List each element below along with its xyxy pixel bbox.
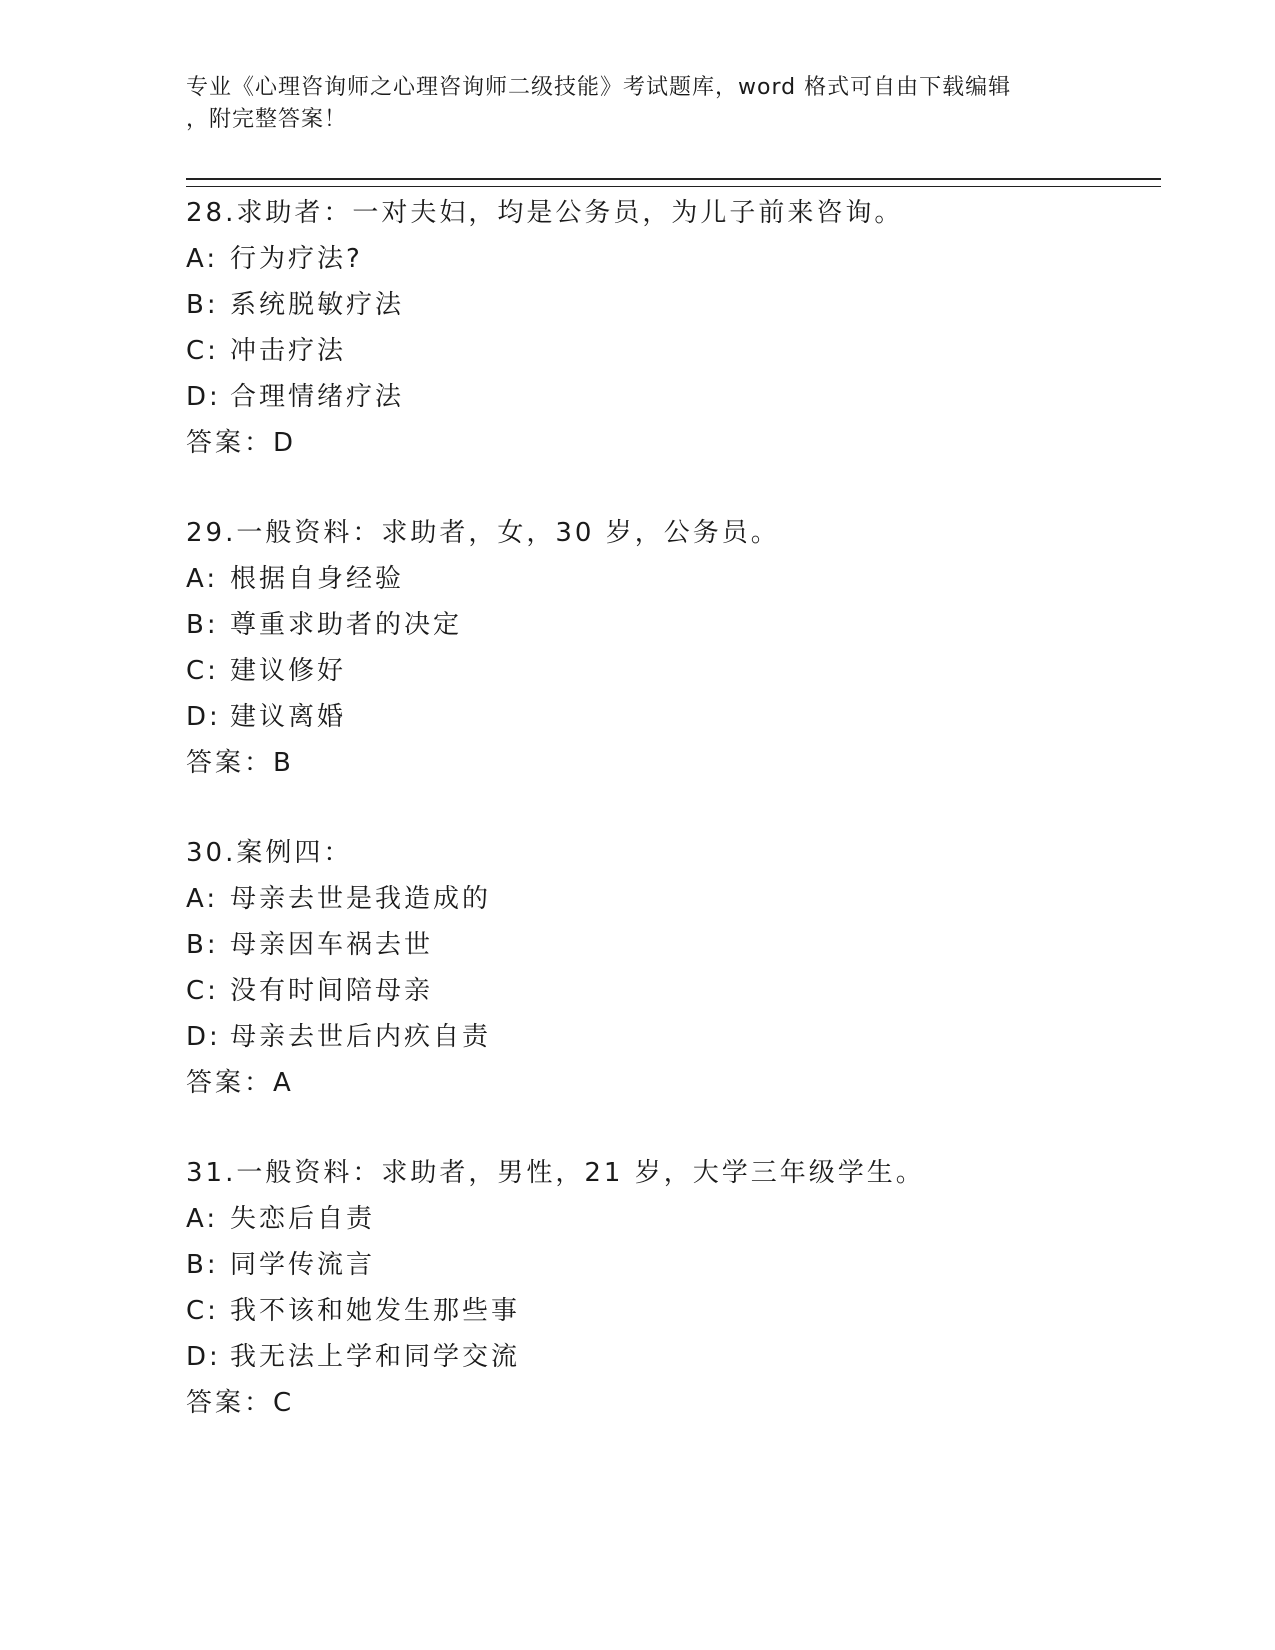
option-text: 合理情绪疗法 bbox=[230, 382, 405, 412]
option-c bbox=[186, 1288, 1161, 1334]
option-c bbox=[186, 328, 1161, 374]
option-text: 建议修好 bbox=[230, 656, 347, 686]
option-d bbox=[186, 1014, 1161, 1060]
option-d bbox=[186, 1334, 1161, 1380]
header-divider bbox=[186, 178, 1161, 187]
option-label: A: bbox=[186, 1204, 219, 1234]
option-a bbox=[186, 876, 1161, 922]
option-label: A: bbox=[186, 244, 219, 274]
question-stem: 29.一般资料：求助者，女，30 岁，公务员。 bbox=[186, 518, 780, 548]
option-b bbox=[186, 282, 1161, 328]
header-line-2: ，附完整答案！ bbox=[186, 107, 348, 132]
header-line-1: 专业《心理咨询师之心理咨询师二级技能》考试题库，word 格式可自由下载编辑 bbox=[186, 75, 1012, 100]
option-c bbox=[186, 648, 1161, 694]
option-text: 尊重求助者的决定 bbox=[230, 610, 463, 640]
option-b bbox=[186, 602, 1161, 648]
option-a bbox=[186, 1196, 1161, 1242]
question-30 bbox=[186, 830, 1161, 1106]
option-text: 母亲因车祸去世 bbox=[230, 930, 434, 960]
option-label: D: bbox=[186, 702, 221, 732]
option-text: 同学传流言 bbox=[230, 1250, 376, 1280]
option-text: 我无法上学和同学交流 bbox=[230, 1342, 521, 1372]
option-label: D: bbox=[186, 1342, 221, 1372]
option-text: 母亲去世是我造成的 bbox=[230, 884, 492, 914]
question-stem: 31.一般资料：求助者，男性，21 岁，大学三年级学生。 bbox=[186, 1158, 925, 1188]
option-label: A: bbox=[186, 564, 219, 594]
option-d bbox=[186, 374, 1161, 420]
document-header bbox=[186, 72, 1066, 136]
option-label: D: bbox=[186, 382, 221, 412]
option-label: B: bbox=[186, 610, 219, 640]
option-b bbox=[186, 1242, 1161, 1288]
option-c bbox=[186, 968, 1161, 1014]
option-label: A: bbox=[186, 884, 219, 914]
question-29 bbox=[186, 510, 1161, 786]
question-31 bbox=[186, 1150, 1161, 1426]
option-label: C: bbox=[186, 976, 219, 1006]
option-label: C: bbox=[186, 656, 219, 686]
answer-line: 答案：C bbox=[186, 1388, 295, 1418]
option-text: 失恋后自责 bbox=[230, 1204, 376, 1234]
option-text: 母亲去世后内疚自责 bbox=[230, 1022, 492, 1052]
option-text: 系统脱敏疗法 bbox=[230, 290, 405, 320]
option-label: B: bbox=[186, 930, 219, 960]
option-text: 没有时间陪母亲 bbox=[230, 976, 434, 1006]
question-stem: 28.求助者：一对夫妇，均是公务员，为儿子前来咨询。 bbox=[186, 198, 904, 228]
option-d bbox=[186, 694, 1161, 740]
option-text: 建议离婚 bbox=[230, 702, 347, 732]
option-a bbox=[186, 556, 1161, 602]
answer-line: 答案：A bbox=[186, 1068, 294, 1098]
option-label: C: bbox=[186, 336, 219, 366]
option-b bbox=[186, 922, 1161, 968]
option-text: 冲击疗法 bbox=[230, 336, 347, 366]
option-text: 根据自身经验 bbox=[230, 564, 405, 594]
answer-line: 答案：B bbox=[186, 748, 294, 778]
question-stem: 30.案例四： bbox=[186, 838, 353, 868]
answer-line: 答案：D bbox=[186, 428, 297, 458]
option-label: C: bbox=[186, 1296, 219, 1326]
option-label: D: bbox=[186, 1022, 221, 1052]
option-text: 我不该和她发生那些事 bbox=[230, 1296, 521, 1326]
question-28 bbox=[186, 190, 1161, 466]
option-text: 行为疗法? bbox=[230, 244, 363, 274]
option-a bbox=[186, 236, 1161, 282]
question-list bbox=[186, 190, 1161, 1470]
option-label: B: bbox=[186, 1250, 219, 1280]
option-label: B: bbox=[186, 290, 219, 320]
